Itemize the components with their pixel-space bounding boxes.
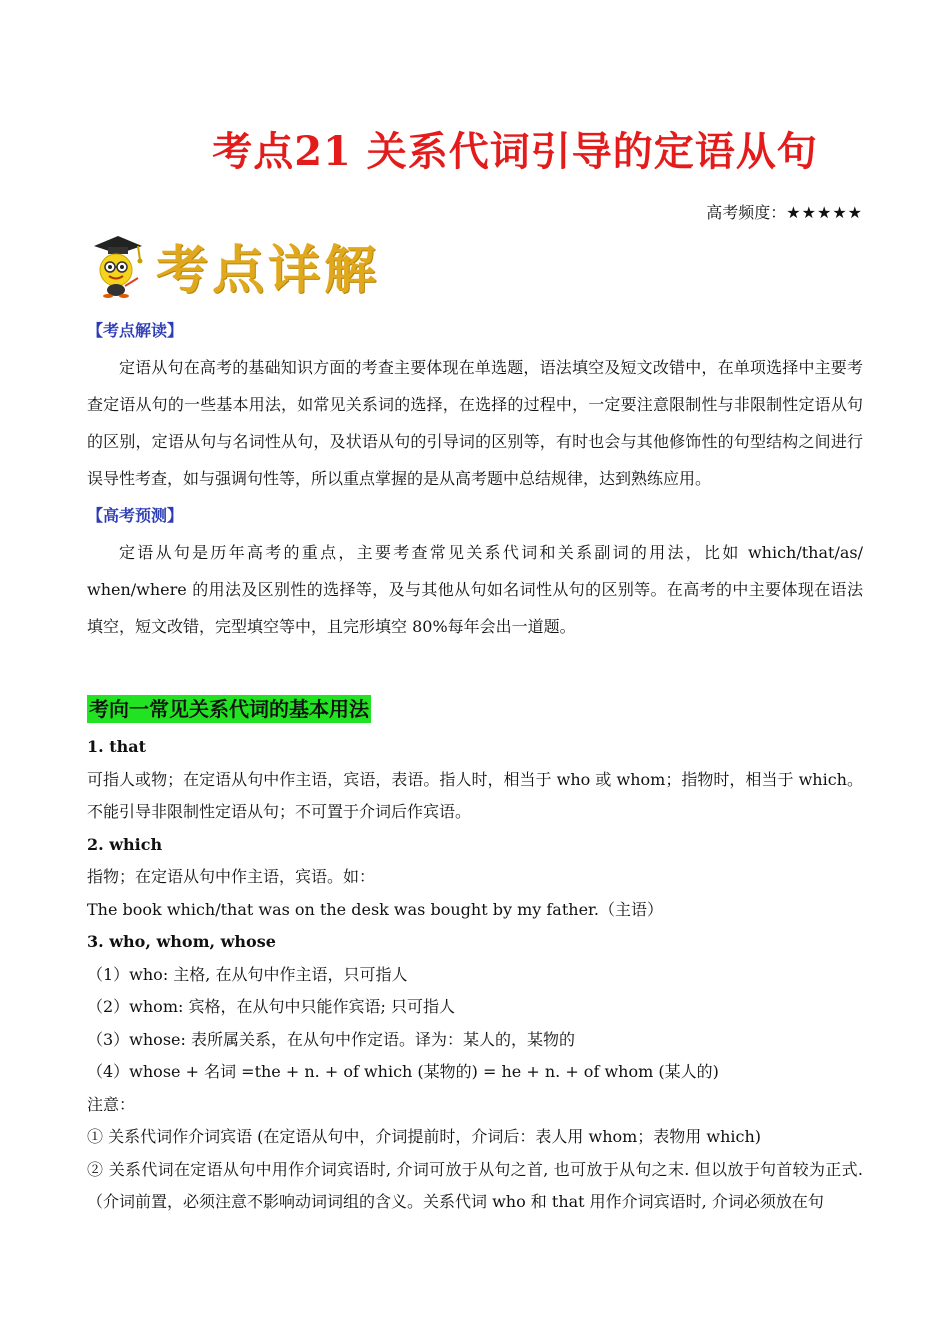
item-who-2: （2）whom: 宾格，在从句中只能作宾语; 只可指人 xyxy=(87,997,455,1016)
frequency-label: 高考频度： xyxy=(706,203,787,222)
note-label: 注意： xyxy=(87,1094,136,1114)
exam-frequency xyxy=(706,200,863,223)
graduate-mascot-icon xyxy=(88,232,150,298)
section-banner xyxy=(88,232,381,301)
item-who-4: （4）whose + 名词 =the + n. + of which (某物的) = he + n. + of whom (某人的) xyxy=(87,1062,719,1081)
note-2: ② 关系代词在定语从句中用作介词宾语时, 介词可放于从句之首, 也可放于从句之末. 但以放于句首较为正式.（介词前置，必须注意不影响动词词组的含义。关系代词 who 和 that 用作介词宾语时, 介词必须放在句 xyxy=(87,1159,863,1211)
document-body xyxy=(87,312,863,1219)
banner-title: 考点详解 xyxy=(156,239,381,301)
item-who-3: （3）whose: 表所属关系，在从句中作定语。译为：某人的，某物的 xyxy=(87,1029,575,1049)
note-1: ① 关系代词作介词宾语 (在定语从句中，介词提前时，介词后：表人用 whom；表物用 which) xyxy=(87,1127,762,1146)
reading-paragraph: 定语从句在高考的基础知识方面的考查主要体现在单选题，语法填空及短文改错中，在单项选择中主要考查定语从句的一些基本用法，如常见关系词的选择，在选择的过程中，一定要注意限制性与非限制性定语从句的区别，定语从句与名词性从句，及状语从句的引导词的区别等，有时也会与其他修饰性的句型结构之间进行误导性考查，如与强调句性等，所以重点掌握的是从高考题中总结规律，达到熟练应用。 xyxy=(87,358,863,488)
item-which-heading: 2. which xyxy=(87,834,163,854)
forecast-paragraph: 定语从句是历年高考的重点，主要考查常见关系代词和关系副词的用法，比如 which/that/as/ when/where 的用法及区别性的选择等，及与其他从句如名词性从句的区别等。在高考的中主要体现在语法填空，短文改错，完型填空等中，且完形填空 80%每年会出一道题。 xyxy=(87,543,863,636)
frequency-stars: ★★★★★ xyxy=(786,203,863,222)
item-that-heading: 1. that xyxy=(87,737,147,756)
item-which-text: 指物；在定语从句中作主语，宾语。如： xyxy=(87,867,376,886)
item-that-text: 可指人或物；在定语从句中作主语，宾语，表语。指人时，相当于 who 或 whom；指物时，相当于 which。不能引导非限制性定语从句；不可置于介词后作宾语。 xyxy=(87,769,863,821)
item-who-heading: 3. who, whom, whose xyxy=(87,932,276,951)
item-which-example: The book which/that was on the desk was bought by my father.（主语） xyxy=(87,899,664,919)
item-who-1: （1）who: 主格, 在从句中作主语，只可指人 xyxy=(87,964,408,984)
page-title: 考点21 关系代词引导的定语从句 xyxy=(212,128,818,175)
section-label-forecast: 【高考预测】 xyxy=(87,506,184,525)
topic-heading: 考向一常见关系代词的基本用法 xyxy=(89,697,369,721)
section-label-reading: 【考点解读】 xyxy=(87,321,184,340)
